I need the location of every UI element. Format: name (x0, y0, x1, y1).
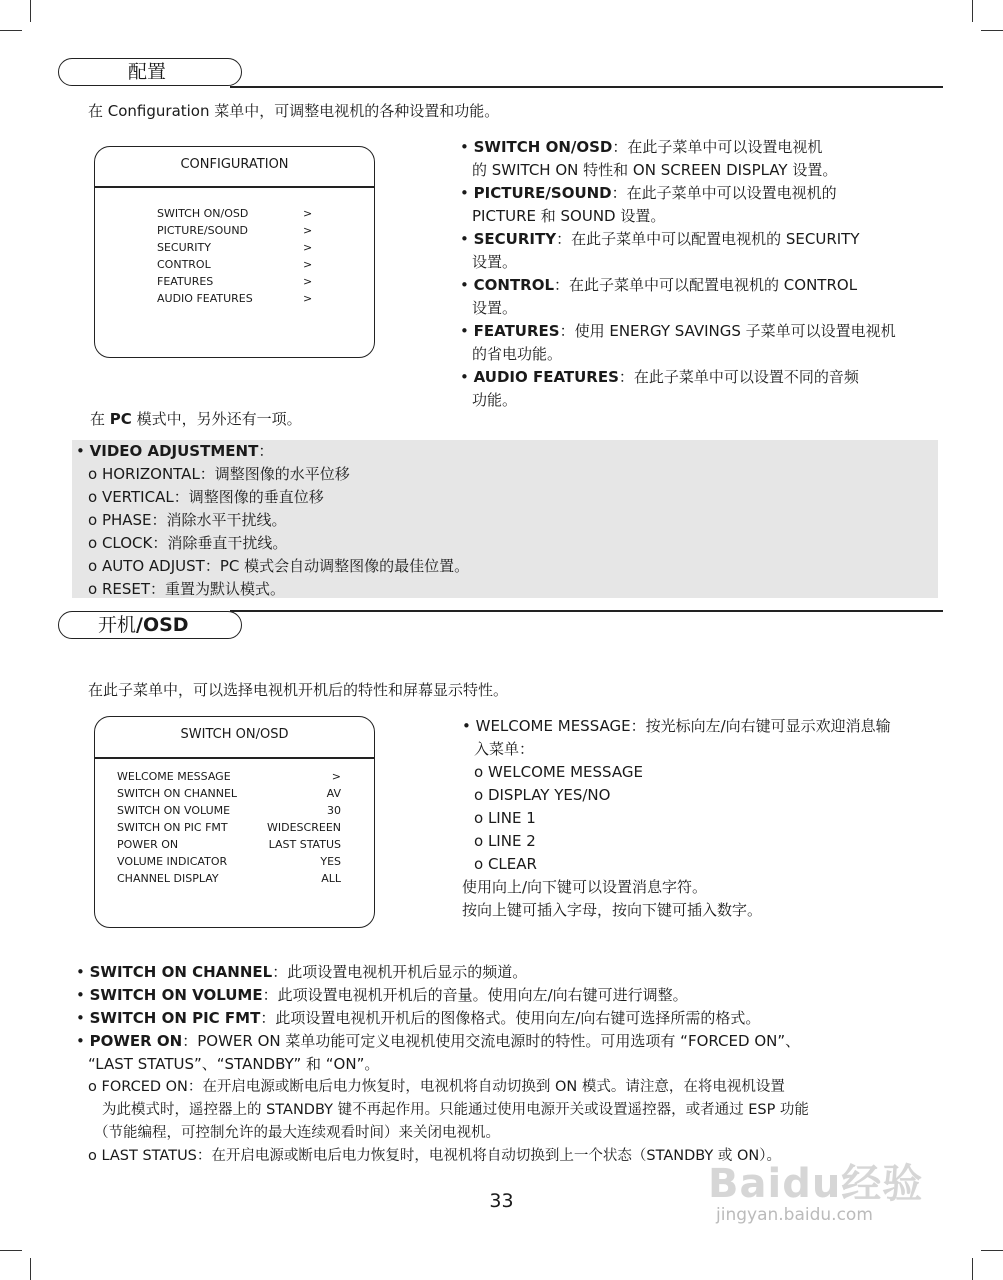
section-intro: 在此子菜单中，可以选择电视机开机后的特性和屏幕显示特性。 (88, 681, 509, 699)
section-title-pre: 开机 (98, 614, 137, 636)
pc-note-post: 模式中，另外还有一项。 (131, 410, 302, 428)
bullet-continuation: 的省电功能。 (472, 345, 563, 363)
pc-note-bold: PC (109, 410, 132, 428)
video-adjustment-items (88, 463, 469, 601)
menu-item-label[interactable]: FEATURES (157, 275, 214, 288)
video-adjustment-item: o VERTICAL：调整图像的垂直位移 (88, 488, 324, 506)
bullet-text: ：在此子菜单中可以设置电视机 (612, 138, 823, 156)
menu-item-value: LAST STATUS (268, 838, 341, 851)
menu-item-value: WIDESCREEN (267, 821, 341, 834)
video-adjustment-item: o PHASE：消除水平干扰线。 (88, 511, 287, 529)
menu-item-arrow: > (303, 224, 313, 237)
menu-title: SWITCH ON/OSD (180, 727, 289, 742)
menu-item-label[interactable]: POWER ON (117, 838, 179, 851)
video-adjustment-term: VIDEO ADJUSTMENT (89, 442, 259, 460)
switch-on-osd-menu (94, 716, 375, 928)
menu-item-label[interactable]: SWITCH ON/OSD (157, 207, 249, 220)
menu-item-label[interactable]: AUDIO FEATURES (157, 292, 253, 305)
bullet-item: • SWITCH ON/OSD：在此子菜单中可以设置电视机 (460, 138, 823, 156)
bullet-continuation: PICTURE 和 SOUND 设置。 (472, 207, 666, 225)
bottom-bullet-list (76, 961, 956, 1053)
bullet-text: ：在此子菜单中可以配置电视机的 SECURITY (556, 230, 860, 248)
pc-note (90, 408, 302, 431)
welcome-option: o CLEAR (474, 855, 537, 873)
pc-note-pre: 在 (90, 410, 110, 428)
bullet-term: FEATURES (473, 322, 560, 340)
video-adjustment-colon: ： (258, 442, 274, 460)
bullet-item: • AUDIO FEATURES：在此子菜单中可以设置不同的音频 (460, 368, 859, 386)
configuration-menu (94, 146, 375, 358)
section-title-bold: /OSD (136, 614, 189, 636)
menu-item-label[interactable]: CONTROL (157, 258, 211, 271)
section-rule (230, 610, 943, 612)
bullet-continuation: 设置。 (472, 253, 518, 271)
bullet-term: CONTROL (473, 276, 555, 294)
bullet-item: • PICTURE/SOUND：在此子菜单中可以设置电视机的 (460, 184, 837, 202)
bullet-text: ：在此子菜单中可以设置电视机的 (611, 184, 837, 202)
bullet-text: ：此项设置电视机开机后的音量。使用向左/向右键可进行调整。 (262, 986, 688, 1004)
bottom-bullet-item: • SWITCH ON PIC FMT：此项设置电视机开机后的图像格式。使用向左/向右键可选择所需的格式。 (76, 1009, 761, 1027)
menu-item-label[interactable]: PICTURE/SOUND (157, 224, 249, 237)
bullet-term: SWITCH ON/OSD (473, 138, 613, 156)
menu-divider (95, 757, 374, 759)
menu-item-arrow: > (303, 292, 313, 305)
bullet-item: • SECURITY：在此子菜单中可以配置电视机的 SECURITY (460, 230, 860, 248)
bullet-item: • CONTROL：在此子菜单中可以配置电视机的 CONTROL (460, 276, 858, 294)
welcome-message-block (462, 715, 942, 922)
bullet-term: POWER ON (89, 1032, 183, 1050)
bottom-bullet-item: • SWITCH ON CHANNEL：此项设置电视机开机后显示的频道。 (76, 963, 528, 981)
page-number: 33 (489, 1190, 514, 1212)
section-intro: 在 Configuration 菜单中，可调整电视机的各种设置和功能。 (88, 102, 500, 120)
menu-item-value: 30 (327, 804, 341, 817)
bullet-continuation: 功能。 (472, 391, 518, 409)
bullet-continuation: 的 SWITCH ON 特性和 ON SCREEN DISPLAY 设置。 (472, 161, 838, 179)
bullet-item: • FEATURES：使用 ENERGY SAVINGS 子菜单可以设置电视机 (460, 322, 896, 340)
bullet-term: SECURITY (473, 230, 557, 248)
menu-item-label[interactable]: SWITCH ON CHANNEL (117, 787, 238, 800)
welcome-line-2: 入菜单： (474, 740, 535, 758)
welcome-note-2: 按向上键可插入字母，按向下键可插入数字。 (462, 901, 763, 919)
menu-item-label[interactable]: SECURITY (157, 241, 211, 254)
welcome-option: o WELCOME MESSAGE (474, 763, 643, 781)
last-status-line: o LAST STATUS：在开启电源或断电后电力恢复时，电视机将自动切换到上一个状态（STANDBY 或 ON）。 (88, 1148, 781, 1164)
bullet-continuation: 设置。 (472, 299, 518, 317)
watermark-brand: Baidu经验 (708, 1161, 924, 1207)
bullet-term: SWITCH ON PIC FMT (89, 1009, 261, 1027)
bullet-text: ：此项设置电视机开机后的图像格式。使用向左/向右键可选择所需的格式。 (260, 1009, 761, 1027)
bullet-term: PICTURE/SOUND (473, 184, 612, 202)
menu-item-value: ALL (321, 872, 341, 885)
menu-item-value: YES (320, 855, 341, 868)
menu-item-label[interactable]: CHANNEL DISPLAY (117, 872, 219, 885)
bullet-list (460, 136, 960, 412)
menu-item-value: AV (326, 787, 341, 800)
bullet-text: ：在此子菜单中可以配置电视机的 CONTROL (554, 276, 858, 294)
menu-item-arrow: > (303, 275, 313, 288)
bullet-term: SWITCH ON VOLUME (89, 986, 263, 1004)
forced-on-line: o FORCED ON：在开启电源或断电后电力恢复时，电视机将自动切换到 ON 模式。请注意，在将电视机设置 (88, 1079, 785, 1095)
forced-on-line: （节能编程，可控制允许的最大连续观看时间）来关闭电视机。 (94, 1125, 500, 1141)
section-rule (230, 86, 943, 88)
welcome-option: o DISPLAY YES/NO (474, 786, 611, 804)
menu-item-arrow: > (303, 258, 313, 271)
bullet-term: SWITCH ON CHANNEL (89, 963, 273, 981)
bullet-text: ：POWER ON 菜单功能可定义电视机使用交流电源时的特性。可用选项有 “FORCED ON”、 (182, 1032, 801, 1050)
bullet-text: ：在此子菜单中可以设置不同的音频 (618, 368, 859, 386)
menu-item-label[interactable]: WELCOME MESSAGE (117, 770, 231, 783)
welcome-note-1: 使用向上/向下键可以设置消息字符。 (462, 878, 708, 896)
welcome-line-1: • WELCOME MESSAGE：按光标向左/向右键可显示欢迎消息输 (462, 717, 891, 735)
video-adjustment-item: o RESET：重置为默认模式。 (88, 580, 286, 598)
menu-item-value: > (331, 770, 341, 783)
video-adjustment-item: o AUTO ADJUST：PC 模式会自动调整图像的最佳位置。 (88, 557, 470, 575)
bottom-bullet-item: • SWITCH ON VOLUME：此项设置电视机开机后的音量。使用向左/向右键可进行调整。 (76, 986, 688, 1004)
section-title: 配置 (128, 61, 167, 83)
menu-item-arrow: > (303, 207, 313, 220)
bullet-text: ：使用 ENERGY SAVINGS 子菜单可以设置电视机 (559, 322, 896, 340)
welcome-option: o LINE 1 (474, 809, 536, 827)
menu-item-label[interactable]: VOLUME INDICATOR (117, 855, 228, 868)
watermark-url: jingyan.baidu.com (716, 1205, 873, 1225)
menu-item-label[interactable]: SWITCH ON PIC FMT (117, 821, 228, 834)
forced-on-line: 为此模式时，遥控器上的 STANDBY 键不再起作用。只能通过使用电源开关或设置遥控器，或者通过 ESP 功能 (102, 1102, 809, 1118)
welcome-option: o LINE 2 (474, 832, 536, 850)
menu-item-label[interactable]: SWITCH ON VOLUME (117, 804, 231, 817)
video-adjustment-heading: • VIDEO ADJUSTMENT： (76, 442, 274, 460)
bullet-text: ：此项设置电视机开机后显示的频道。 (272, 963, 528, 981)
menu-item-arrow: > (303, 241, 313, 254)
power-on-continuation: “LAST STATUS”、“STANDBY” 和 “ON”。 (88, 1055, 380, 1073)
bottom-bullet-item: • POWER ON：POWER ON 菜单功能可定义电视机使用交流电源时的特性。可用选项有 “FORCED ON”、 (76, 1032, 801, 1050)
section-title (98, 611, 189, 639)
menu-title: CONFIGURATION (180, 157, 289, 172)
video-adjustment-item: o HORIZONTAL：调整图像的水平位移 (88, 465, 350, 483)
bullet-term: AUDIO FEATURES (473, 368, 619, 386)
menu-divider (95, 186, 374, 188)
video-adjustment-item: o CLOCK：消除垂直干扰线。 (88, 534, 288, 552)
